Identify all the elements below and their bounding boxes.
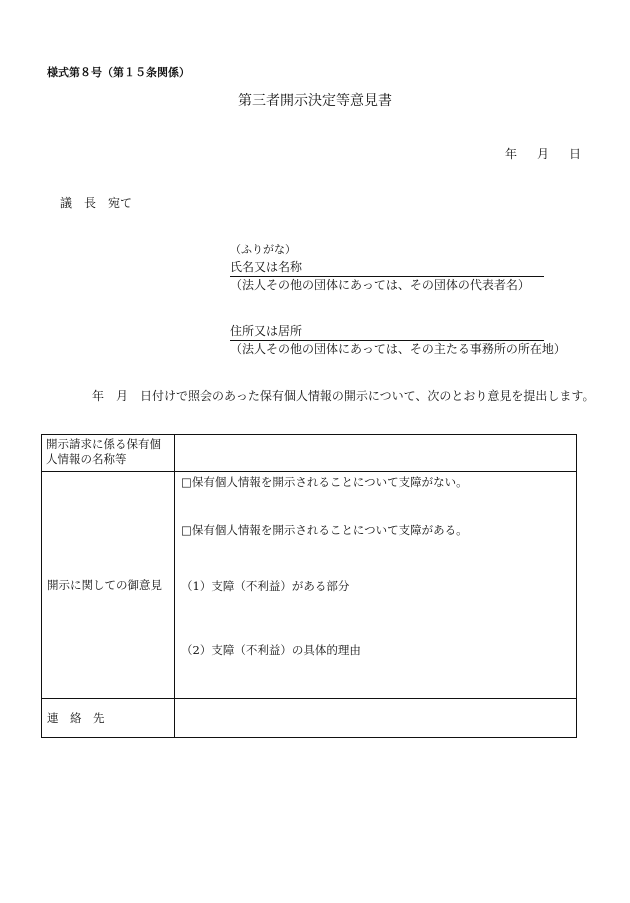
furigana-label: （ふりがな） [230, 243, 296, 256]
contact-label: 連 絡 先 [42, 699, 175, 738]
statement-text: 年 月 日付けで照会のあった保有個人情報の開示について、次のとおり意見を提出します。 [92, 389, 595, 403]
checkbox-issue[interactable]: □保有個人情報を開示されることについて支障がある。 [181, 523, 468, 537]
address-note: （法人その他の団体にあっては、その主たる事務所の所在地） [230, 342, 566, 356]
opinion-content [175, 472, 576, 698]
name-label: 氏名又は名称 [230, 260, 303, 274]
table-row [42, 472, 577, 699]
opinion-table [41, 434, 577, 738]
date-month-label: 月 [537, 147, 550, 161]
name-note: （法人その他の団体にあっては、その団体の代表者名） [230, 278, 530, 292]
info-name-field[interactable] [175, 435, 577, 472]
address-label: 住所又は居所 [230, 324, 303, 338]
date-year-label: 年 [505, 147, 518, 161]
table-row [42, 699, 577, 738]
date-day-label: 日 [569, 147, 582, 161]
opinion-label: 開示に関しての御意見 [42, 472, 175, 699]
page-title: 第三者開示決定等意見書 [238, 93, 392, 109]
item-disadvantage-part: （1）支障（不利益）がある部分 [181, 579, 350, 593]
contact-field[interactable] [175, 699, 577, 738]
name-field[interactable] [230, 258, 544, 277]
info-name-label: 開示請求に係る保有個人情報の名称等 [42, 435, 175, 472]
table-row [42, 435, 577, 472]
item-disadvantage-reason: （2）支障（不利益）の具体的理由 [181, 643, 361, 657]
form-code: 様式第８号（第１５条関係） [47, 66, 190, 79]
date-line [505, 145, 581, 162]
opinion-field[interactable] [175, 472, 577, 699]
address-field[interactable] [230, 322, 544, 341]
addressee: 議 長 宛て [60, 196, 133, 210]
checkbox-no-issue[interactable]: □保有個人情報を開示されることについて支障がない。 [181, 475, 468, 489]
